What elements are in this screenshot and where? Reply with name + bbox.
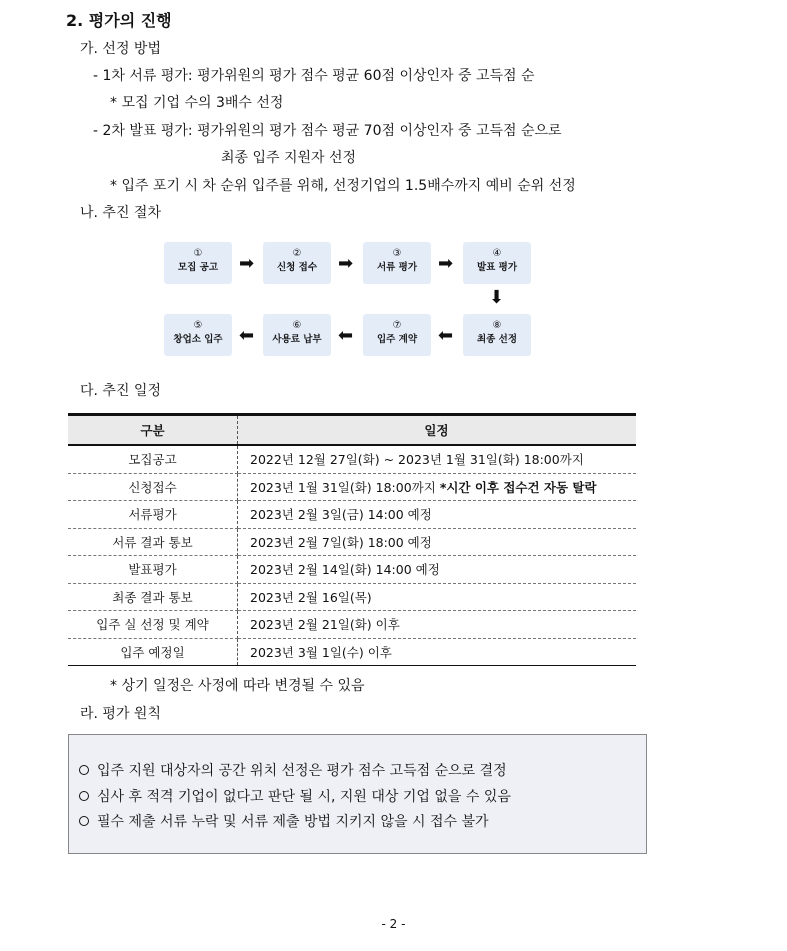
row-schedule xyxy=(238,501,637,529)
criteria-first-round: - 1차 서류 평가: 평가위원의 평가 점수 평균 60점 이상인자 중 고득점 순 xyxy=(93,68,535,84)
table-row xyxy=(68,583,636,611)
principle-item xyxy=(79,760,507,780)
table-row xyxy=(68,473,636,501)
principles-box xyxy=(68,734,647,854)
table-header-row xyxy=(68,415,636,446)
criteria-first-round-note: * 모집 기업 수의 3배수 선정 xyxy=(110,95,284,111)
criteria-second-round: - 2차 발표 평가: 평가위원의 평가 점수 평균 70점 이상인자 중 고득점 순으로 xyxy=(93,123,562,139)
process-step-1 xyxy=(164,242,232,284)
schedule-note: * 상기 일정은 사정에 따라 변경될 수 있음 xyxy=(110,678,365,694)
table-row xyxy=(68,638,636,666)
schedule-text: 2022년 12월 27일(화) ~ 2023년 1월 31일(화) 18:00까지 xyxy=(250,452,584,468)
page-number: - 2 - xyxy=(381,917,406,931)
process-step-6 xyxy=(263,314,331,356)
step-label: 최종 선정 xyxy=(476,334,517,345)
table-row xyxy=(68,611,636,639)
step-label: 서류 평가 xyxy=(376,262,417,273)
row-schedule xyxy=(238,583,637,611)
schedule-text: 2023년 2월 7일(화) 18:00 예정 xyxy=(250,534,432,550)
row-category: 입주 실 선정 및 계약 xyxy=(68,611,238,639)
process-step-5 xyxy=(164,314,232,356)
row-category: 최종 결과 통보 xyxy=(68,583,238,611)
column-header-category: 구분 xyxy=(68,415,238,446)
step-label: 사용료 납부 xyxy=(272,334,322,345)
schedule-text: 2023년 3월 1일(수) 이후 xyxy=(250,644,392,660)
schedule-text: 2023년 2월 16일(목) xyxy=(250,589,372,605)
row-schedule xyxy=(238,638,637,666)
row-schedule xyxy=(238,611,637,639)
table-row xyxy=(68,528,636,556)
schedule-text: 2023년 2월 14일(화) 14:00 예정 xyxy=(250,562,440,578)
principle-text: 필수 제출 서류 누락 및 서류 제출 방법 지키지 않을 시 접수 불가 xyxy=(97,814,489,830)
row-category: 신청접수 xyxy=(68,473,238,501)
principle-item xyxy=(79,786,511,806)
row-category: 서류평가 xyxy=(68,501,238,529)
step-number: ⑧ xyxy=(492,320,502,331)
circle-bullet-icon xyxy=(79,816,89,826)
subsection-heading-na: 나. 추진 절차 xyxy=(80,205,161,221)
circle-bullet-icon xyxy=(79,791,89,801)
reserve-note: * 입주 포기 시 차 순위 입주를 위해, 선정기업의 1.5배수까지 예비 순위 선정 xyxy=(110,178,576,194)
step-number: ① xyxy=(193,248,203,259)
step-label: 모집 공고 xyxy=(177,262,218,273)
process-step-3 xyxy=(363,242,431,284)
process-step-4 xyxy=(463,242,531,284)
principle-text: 심사 후 적격 기업이 없다고 판단 될 시, 지원 대상 기업 없을 수 있음 xyxy=(97,789,511,805)
row-schedule xyxy=(238,445,637,473)
process-step-8 xyxy=(463,314,531,356)
subsection-heading-ra: 라. 평가 원칙 xyxy=(80,706,161,722)
step-label: 입주 계약 xyxy=(376,334,417,345)
principle-text: 입주 지원 대상자의 공간 위치 선정은 평가 점수 고득점 순으로 결정 xyxy=(97,763,507,779)
step-number: ⑤ xyxy=(193,320,203,331)
column-header-schedule: 일정 xyxy=(238,415,637,446)
schedule-text: 2023년 1월 31일(화) 18:00까지 xyxy=(250,479,436,495)
schedule-table xyxy=(68,413,636,666)
arrow-down-icon: ⬇ xyxy=(489,287,505,308)
arrow-right-icon: ➡ xyxy=(438,253,454,274)
row-category: 서류 결과 통보 xyxy=(68,528,238,556)
row-category: 모집공고 xyxy=(68,445,238,473)
step-number: ③ xyxy=(392,248,402,259)
process-step-7 xyxy=(363,314,431,356)
table-row xyxy=(68,445,636,473)
schedule-text: 2023년 2월 3일(금) 14:00 예정 xyxy=(250,507,432,523)
circle-bullet-icon xyxy=(79,765,89,775)
table-row xyxy=(68,501,636,529)
arrow-left-icon: ⬅ xyxy=(438,325,454,346)
step-label: 창업소 입주 xyxy=(173,334,223,345)
step-label: 발표 평가 xyxy=(476,262,517,273)
arrow-left-icon: ⬅ xyxy=(338,325,354,346)
row-category: 입주 예정일 xyxy=(68,638,238,666)
section-title: 2. 평가의 진행 xyxy=(66,11,172,30)
principle-item xyxy=(79,811,489,831)
arrow-right-icon: ➡ xyxy=(239,253,255,274)
step-number: ② xyxy=(292,248,302,259)
late-submission-warning: *시간 이후 접수건 자동 탈락 xyxy=(439,479,597,495)
subsection-heading-da: 다. 추진 일정 xyxy=(80,383,161,399)
criteria-second-round-cont: 최종 입주 지원자 선정 xyxy=(221,150,357,166)
row-schedule xyxy=(238,556,637,584)
row-schedule xyxy=(238,473,637,501)
process-step-2 xyxy=(263,242,331,284)
arrow-left-icon: ⬅ xyxy=(239,325,255,346)
row-category: 발표평가 xyxy=(68,556,238,584)
table-row xyxy=(68,556,636,584)
row-schedule xyxy=(238,528,637,556)
step-number: ⑦ xyxy=(392,320,402,331)
step-number: ④ xyxy=(492,248,502,259)
schedule-text: 2023년 2월 21일(화) 이후 xyxy=(250,617,400,633)
step-number: ⑥ xyxy=(292,320,302,331)
step-label: 신청 접수 xyxy=(276,262,317,273)
arrow-right-icon: ➡ xyxy=(338,253,354,274)
subsection-heading-ga: 가. 선정 방법 xyxy=(80,41,161,57)
